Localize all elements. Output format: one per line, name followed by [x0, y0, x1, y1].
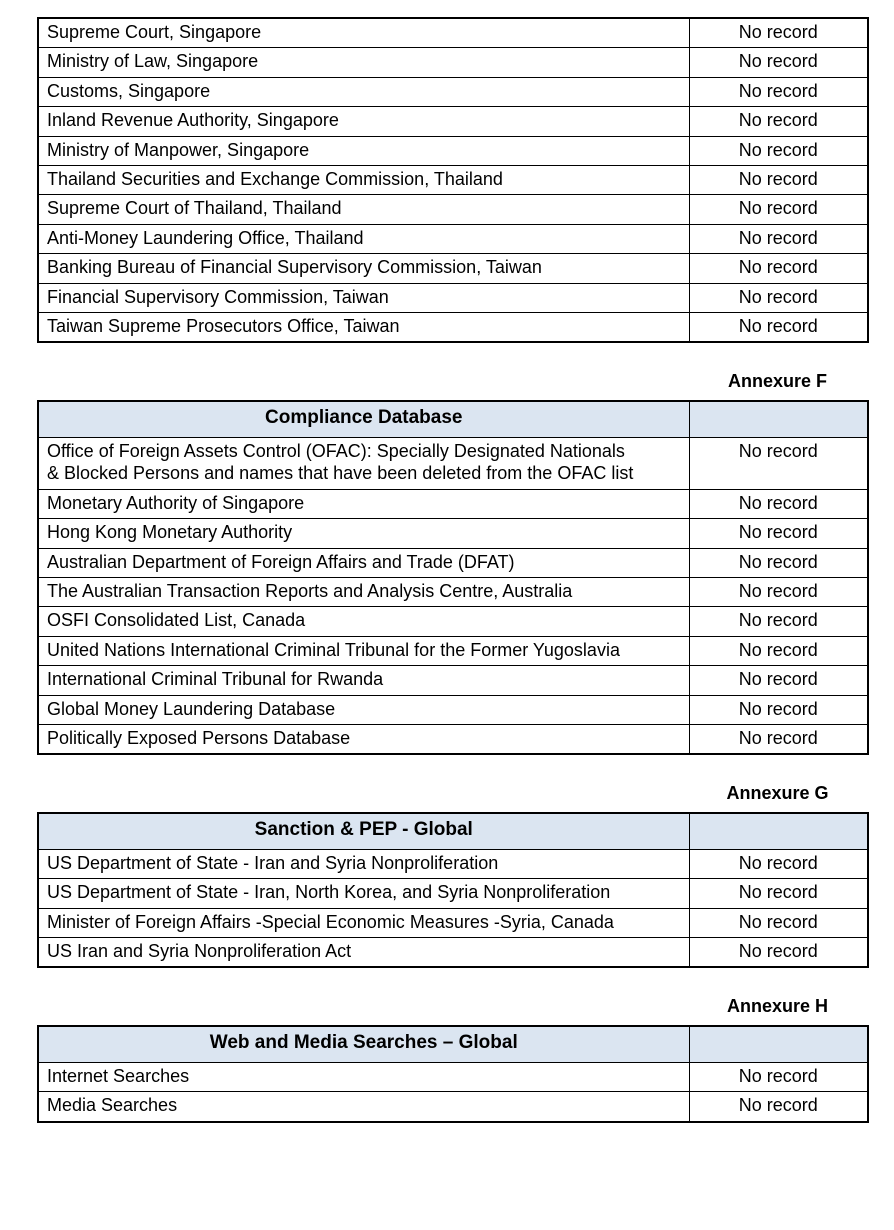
result-cell: No record	[689, 283, 868, 312]
table-row	[38, 136, 868, 165]
result-cell: No record	[689, 849, 868, 878]
table-row	[38, 254, 868, 283]
result-cell: No record	[689, 136, 868, 165]
web-media-searches-title: Web and Media Searches – Global	[38, 1026, 689, 1062]
result-cell: No record	[689, 724, 868, 754]
table-row	[38, 489, 868, 518]
compliance-database-table	[37, 400, 869, 755]
result-cell: No record	[689, 18, 868, 48]
table-row	[38, 166, 868, 195]
source-name-cell: Financial Supervisory Commission, Taiwan	[38, 283, 689, 312]
source-name-cell: Supreme Court, Singapore	[38, 18, 689, 48]
table-row	[38, 724, 868, 754]
source-name-cell: Office of Foreign Assets Control (OFAC): Specially Designated Nationals & Blocked Persons and names that have been deleted from the OFAC list	[38, 437, 689, 489]
table-header-row	[38, 1026, 868, 1062]
source-name-cell: Hong Kong Monetary Authority	[38, 519, 689, 548]
sanction-pep-global-table	[37, 812, 869, 968]
source-name-cell: Internet Searches	[38, 1062, 689, 1091]
result-cell: No record	[689, 437, 868, 489]
table-row	[38, 195, 868, 224]
annexure-f-label: Annexure F	[727, 371, 828, 392]
result-cell: No record	[689, 489, 868, 518]
source-name-cell: OSFI Consolidated List, Canada	[38, 607, 689, 636]
table-row	[38, 607, 868, 636]
table-row	[38, 937, 868, 967]
result-cell: No record	[689, 224, 868, 253]
source-name-cell: Australian Department of Foreign Affairs and Trade (DFAT)	[38, 548, 689, 577]
table-row	[38, 48, 868, 77]
table-row	[38, 577, 868, 606]
table-row	[38, 849, 868, 878]
source-name-cell: Customs, Singapore	[38, 77, 689, 106]
table-row	[38, 18, 868, 48]
result-cell: No record	[689, 254, 868, 283]
source-name-cell: The Australian Transaction Reports and Analysis Centre, Australia	[38, 577, 689, 606]
result-cell: No record	[689, 195, 868, 224]
result-cell: No record	[689, 548, 868, 577]
table-row	[38, 224, 868, 253]
source-name-cell: Banking Bureau of Financial Supervisory Commission, Taiwan	[38, 254, 689, 283]
result-cell: No record	[689, 577, 868, 606]
source-name-cell: Anti-Money Laundering Office, Thailand	[38, 224, 689, 253]
result-cell: No record	[689, 937, 868, 967]
result-cell: No record	[689, 636, 868, 665]
result-cell: No record	[689, 48, 868, 77]
source-name-cell: Media Searches	[38, 1092, 689, 1122]
table-header-row	[38, 813, 868, 849]
web-media-searches-table	[37, 1025, 869, 1122]
table-row	[38, 519, 868, 548]
sanction-pep-global-title: Sanction & PEP - Global	[38, 813, 689, 849]
result-cell: No record	[689, 519, 868, 548]
table-row	[38, 283, 868, 312]
result-cell: No record	[689, 908, 868, 937]
result-cell: No record	[689, 607, 868, 636]
source-name-cell: Monetary Authority of Singapore	[38, 489, 689, 518]
table-header-spacer	[689, 401, 868, 437]
source-name-cell: Inland Revenue Authority, Singapore	[38, 107, 689, 136]
source-name-cell: US Department of State - Iran, North Korea, and Syria Nonproliferation	[38, 879, 689, 908]
table-row	[38, 313, 868, 343]
source-name-cell: Politically Exposed Persons Database	[38, 724, 689, 754]
source-name-cell: Minister of Foreign Affairs -Special Economic Measures -Syria, Canada	[38, 908, 689, 937]
result-cell: No record	[689, 77, 868, 106]
table-row	[38, 1092, 868, 1122]
screening-results-table-continued	[37, 17, 869, 343]
table-row	[38, 695, 868, 724]
source-name-cell: Global Money Laundering Database	[38, 695, 689, 724]
source-name-cell: Ministry of Law, Singapore	[38, 48, 689, 77]
result-cell: No record	[689, 313, 868, 343]
table-row	[38, 1062, 868, 1091]
table-row	[38, 77, 868, 106]
compliance-database-title: Compliance Database	[38, 401, 689, 437]
source-name-cell: United Nations International Criminal Tribunal for the Former Yugoslavia	[38, 636, 689, 665]
result-cell: No record	[689, 107, 868, 136]
source-name-cell: Taiwan Supreme Prosecutors Office, Taiwan	[38, 313, 689, 343]
table-header-spacer	[689, 1026, 868, 1062]
result-cell: No record	[689, 1092, 868, 1122]
table-header-row	[38, 401, 868, 437]
table-row	[38, 666, 868, 695]
table-row	[38, 879, 868, 908]
source-name-cell: US Iran and Syria Nonproliferation Act	[38, 937, 689, 967]
annexure-h-label: Annexure H	[726, 996, 829, 1017]
table-header-spacer	[689, 813, 868, 849]
result-cell: No record	[689, 666, 868, 695]
result-cell: No record	[689, 879, 868, 908]
result-cell: No record	[689, 166, 868, 195]
source-name-cell: Supreme Court of Thailand, Thailand	[38, 195, 689, 224]
source-name-cell: Thailand Securities and Exchange Commission, Thailand	[38, 166, 689, 195]
table-row	[38, 437, 868, 489]
table-row	[38, 107, 868, 136]
table-row	[38, 548, 868, 577]
result-cell: No record	[689, 1062, 868, 1091]
table-row	[38, 636, 868, 665]
result-cell: No record	[689, 695, 868, 724]
table-row	[38, 908, 868, 937]
source-name-cell: International Criminal Tribunal for Rwanda	[38, 666, 689, 695]
source-name-cell: US Department of State - Iran and Syria Nonproliferation	[38, 849, 689, 878]
annexure-g-label: Annexure G	[726, 783, 829, 804]
source-name-cell: Ministry of Manpower, Singapore	[38, 136, 689, 165]
